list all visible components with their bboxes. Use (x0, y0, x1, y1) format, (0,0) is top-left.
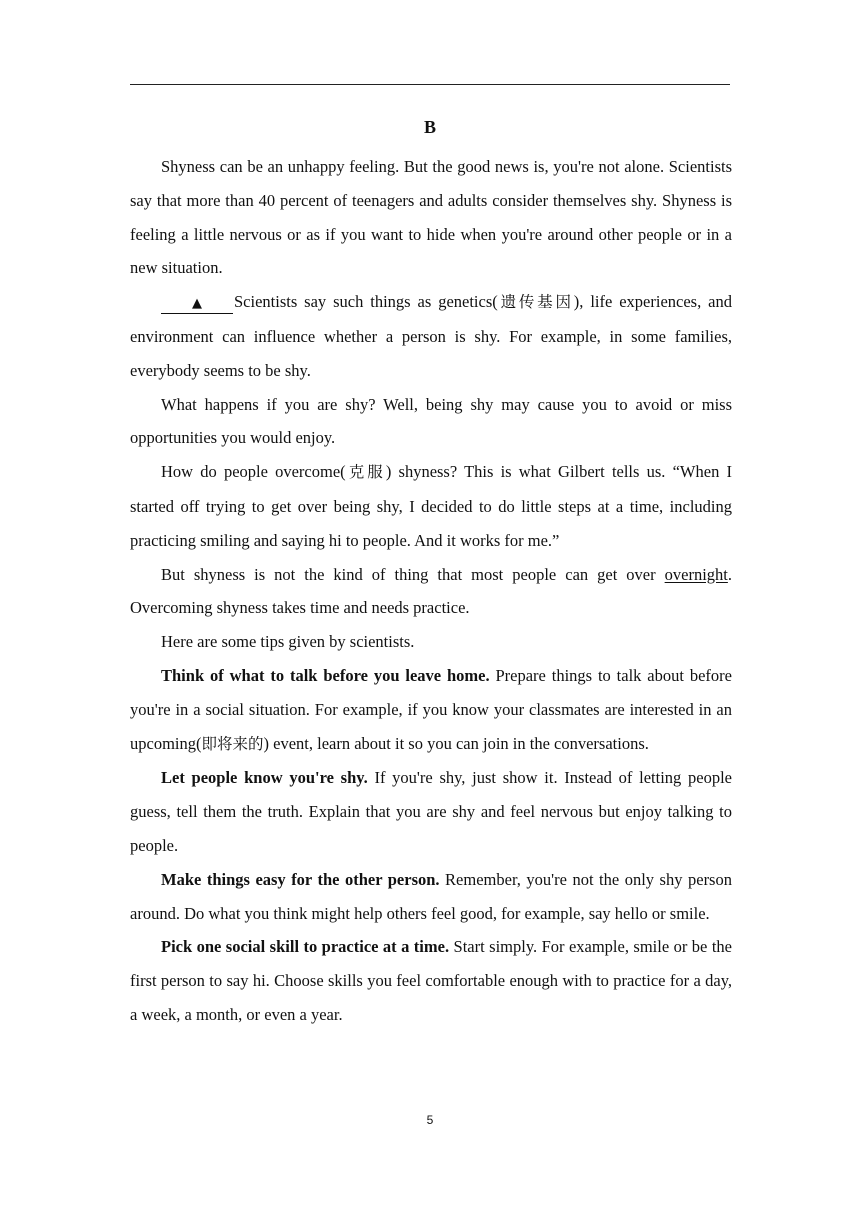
gloss-upcoming: 即将来的 (201, 734, 264, 753)
tip-3-heading: Make things easy for the other person. (161, 869, 440, 889)
paragraph-2-text-a: Scientists say such things as genetics( (234, 292, 498, 312)
paragraph-4-text-b: ) shyness? This is what Gilbert tells us. “When I started off trying to get over being shy, I decided to do little steps at a time, including practicing smiling and saying hi to people. And it works for me.” (130, 462, 732, 550)
paragraph-6: Here are some tips given by scientists. (161, 632, 415, 652)
paragraph-4-text-a: How do people overcome( (161, 462, 346, 482)
tip-1 (130, 659, 732, 761)
tip-3 (130, 863, 732, 931)
paragraph-2 (130, 285, 732, 387)
tip-4 (130, 930, 732, 1031)
triangle-marker-icon: ▲ (192, 296, 202, 312)
gloss-genetics: 遗传基因 (497, 293, 574, 312)
tip-4-text: Start simply. For example, smile or be the first person to say hi. Choose skills you feel comfortable enough with to practice for a day, a week, a month, or even a year. (130, 937, 732, 1024)
tip-1-heading: Think of what to talk before you leave home. (161, 665, 490, 685)
page-number: 5 (426, 1113, 434, 1127)
tip-2-text: If you're shy, just show it. Instead of letting people guess, tell them the truth. Explain that you are shy and feel nervous but enjoy talking to people. (130, 768, 732, 855)
passage-body (130, 150, 732, 1032)
header-rule (130, 84, 730, 85)
paragraph-5 (130, 558, 732, 626)
paragraph-2-text-b: ), life experiences, and environment can influence whether a person is shy. For example, in some families, everybody seems to be shy. (130, 292, 732, 380)
underlined-word: overnight (664, 564, 728, 584)
section-heading: B (423, 117, 436, 137)
tip-4-heading: Pick one social skill to practice at a time. (161, 937, 450, 957)
paragraph-3: What happens if you are shy? Well, being shy may cause you to avoid or miss opportunities you would enjoy. (130, 394, 732, 448)
paragraph-1: Shyness can be an unhappy feeling. But the good news is, you're not alone. Scientists say that more than 40 percent of teenagers and adults consider themselves shy. Shyness is feeling a little nervous or as if you want to hide when you're around other people or in a new situation. (130, 157, 732, 278)
answer-blank[interactable] (161, 293, 233, 314)
tip-2-heading: Let people know you're shy. (161, 768, 368, 788)
tip-1-text-a: Prepare things to talk about before you're in a social situation. For example, if you know your classmates are interested in an upcoming( (130, 665, 732, 753)
paragraph-5-text-b: . Overcoming shyness takes time and needs practice. (130, 564, 732, 618)
tip-1-text-b: ) event, learn about it so you can join in the conversations. (263, 733, 649, 753)
paragraph-4 (130, 455, 732, 557)
gloss-overcome: 克服 (345, 463, 386, 482)
tip-2 (130, 761, 732, 862)
tip-3-text: Remember, you're not the only shy person around. Do what you think might help others feel good, for example, say hello or smile. (130, 869, 732, 923)
paragraph-5-text-a: But shyness is not the kind of thing that most people can get over (161, 564, 665, 584)
